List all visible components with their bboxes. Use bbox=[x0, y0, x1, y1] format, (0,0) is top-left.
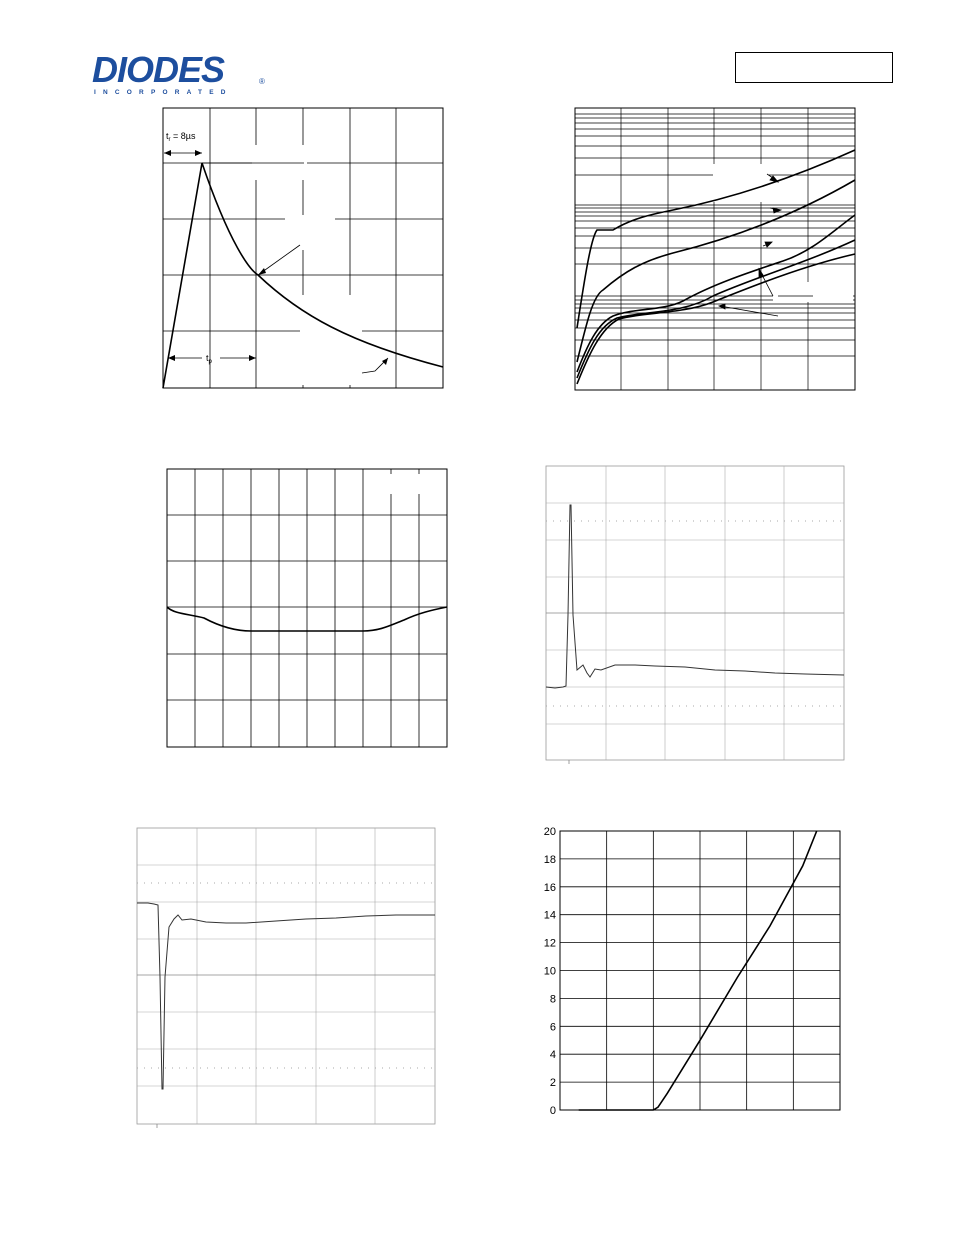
logo-wordmark: DIODES bbox=[92, 50, 225, 90]
scope-negative-spike-figure bbox=[136, 827, 438, 1129]
scope-positive-spike-figure bbox=[545, 465, 847, 767]
chart-grid bbox=[560, 831, 840, 1110]
tr-label: $t_r = 8\mu s$ bbox=[166, 131, 196, 143]
logo-subtext: INCORPORATED bbox=[94, 89, 233, 96]
pulse-waveform-figure bbox=[160, 105, 447, 390]
scope-trace bbox=[546, 505, 844, 688]
y-tick-label: 12 bbox=[543, 937, 556, 950]
scope-dotted-graticule bbox=[546, 521, 844, 706]
label-knockout bbox=[285, 215, 335, 250]
scope-grid bbox=[137, 828, 435, 1124]
threshold-line-chart bbox=[530, 822, 846, 1120]
y-tick-label: 20 bbox=[543, 826, 556, 838]
y-tick-label: 16 bbox=[543, 881, 556, 894]
diodes-logo bbox=[92, 50, 267, 96]
y-tick-label: 10 bbox=[543, 965, 556, 978]
grid bbox=[167, 469, 447, 747]
grid bbox=[575, 108, 855, 390]
label-knockout bbox=[713, 164, 769, 202]
y-tick-label: 18 bbox=[543, 853, 556, 866]
scope-dotted-graticule bbox=[137, 883, 435, 1068]
logo-registered-mark: ® bbox=[259, 77, 265, 86]
label-knockout bbox=[773, 282, 853, 302]
plot-frame bbox=[575, 108, 855, 390]
y-tick-label: 14 bbox=[543, 909, 556, 922]
tp-label: $t_p$ bbox=[206, 353, 212, 365]
dip-curve-figure bbox=[164, 466, 449, 750]
y-tick-label: 0 bbox=[549, 1105, 556, 1117]
y-tick-label: 4 bbox=[549, 1049, 556, 1062]
y-tick-label: 6 bbox=[549, 1021, 556, 1034]
y-tick-label: 8 bbox=[549, 993, 556, 1006]
label-knockout bbox=[252, 145, 307, 180]
y-tick-labels bbox=[544, 826, 556, 1117]
y-tick-label: 2 bbox=[549, 1077, 556, 1090]
label-knockout bbox=[300, 295, 362, 385]
part-number-box bbox=[735, 52, 893, 83]
scope-trace bbox=[137, 903, 435, 1089]
scope-frame bbox=[137, 828, 435, 1124]
log-scale-curves-figure bbox=[573, 106, 858, 393]
label-knockout bbox=[364, 474, 439, 494]
